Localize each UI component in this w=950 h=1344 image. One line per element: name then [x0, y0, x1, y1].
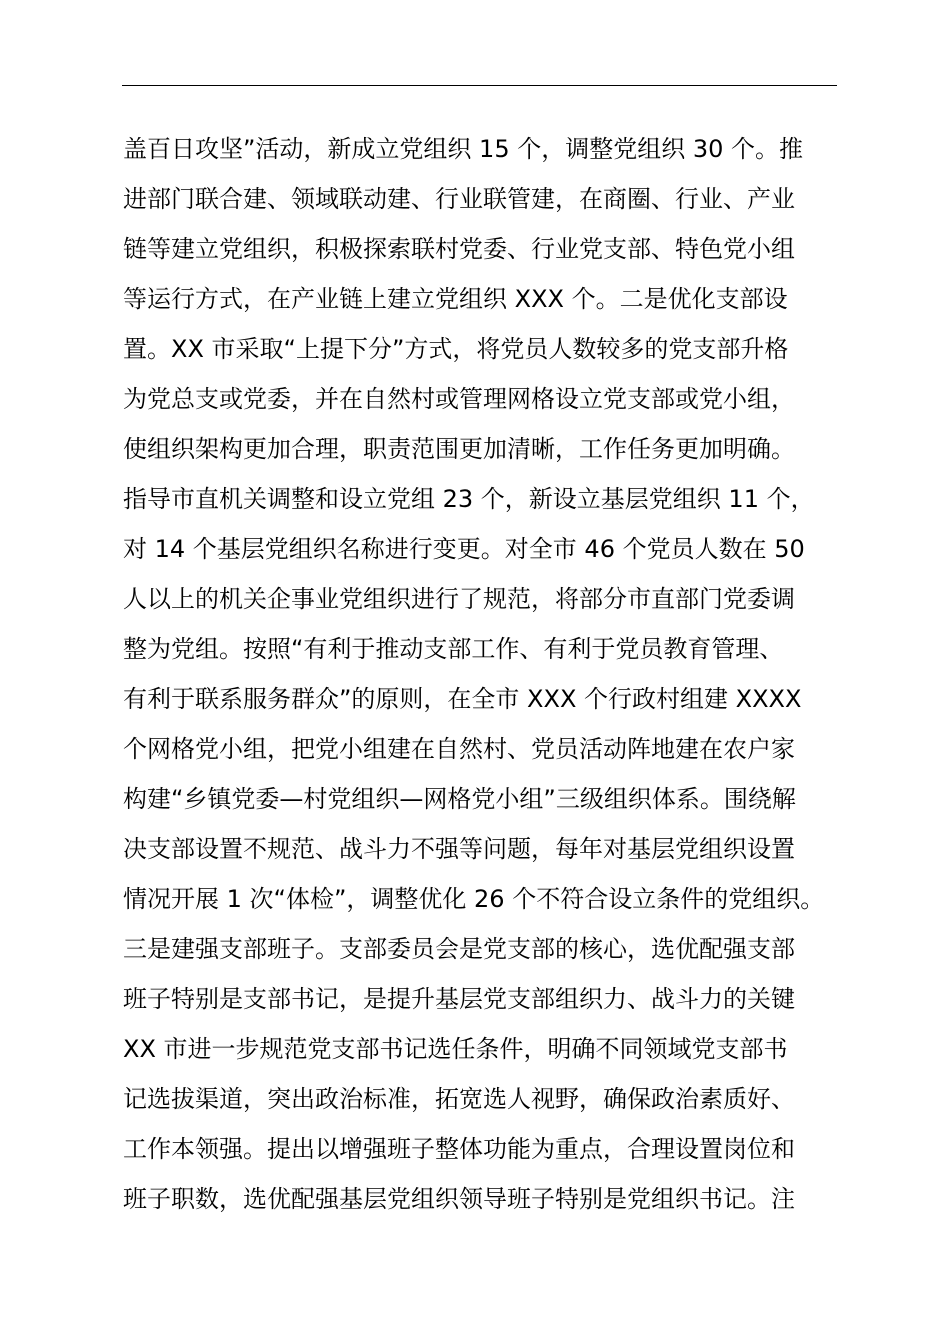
text-line: 个网格党小组，把党小组建在自然村、党员活动阵地建在农户家 [123, 735, 795, 763]
text-line: 盖百日攻坚”活动，新成立党组织 15 个，调整党组织 30 个。推 [123, 135, 804, 163]
text-line: 对 14 个基层党组织名称进行变更。对全市 46 个党员人数在 50 [123, 535, 805, 563]
text-line: 工作本领强。提出以增强班子整体功能为重点，合理设置岗位和 [123, 1135, 795, 1163]
text-line: 班子特别是支部书记，是提升基层党支部组织力、战斗力的关键 [123, 985, 795, 1013]
text-line: 人以上的机关企事业党组织进行了规范，将部分市直部门党委调 [123, 585, 795, 613]
header-rule [122, 85, 837, 86]
text-line: 链等建立党组织，积极探索联村党委、行业党支部、特色党小组 [123, 235, 795, 263]
text-line: 为党总支或党委，并在自然村或管理网格设立党支部或党小组， [123, 385, 795, 413]
text-line: 指导市直机关调整和设立党组 23 个，新设立基层党组织 11 个， [123, 485, 815, 513]
text-line: 构建“乡镇党委—村党组织—网格党小组”三级组织体系。围绕解 [123, 785, 796, 813]
text-line: XX 市进一步规范党支部书记选任条件，明确不同领域党支部书 [123, 1035, 788, 1063]
text-line: 决支部设置不规范、战斗力不强等问题，每年对基层党组织设置 [123, 835, 795, 863]
text-line: 有利于联系服务群众”的原则，在全市 XXX 个行政村组建 XXXX [123, 685, 802, 713]
body-paragraph [123, 124, 903, 1224]
text-line: 整为党组。按照“有利于推动支部工作、有利于党员教育管理、 [123, 635, 784, 663]
text-line: 情况开展 1 次“体检”，调整优化 26 个不符合设立条件的党组织。 [123, 885, 825, 913]
text-line: 班子职数，选优配强基层党组织领导班子特别是党组织书记。注 [123, 1185, 795, 1213]
text-line: 三是建强支部班子。支部委员会是党支部的核心，选优配强支部 [123, 935, 795, 963]
text-line: 置。XX 市采取“上提下分”方式，将党员人数较多的党支部升格 [123, 335, 789, 363]
text-line: 等运行方式，在产业链上建立党组织 XXX 个。二是优化支部设 [123, 285, 788, 313]
text-line: 使组织架构更加合理，职责范围更加清晰，工作任务更加明确。 [123, 435, 795, 463]
text-line: 进部门联合建、领域联动建、行业联管建，在商圈、行业、产业 [123, 185, 795, 213]
text-line: 记选拔渠道，突出政治标准，拓宽选人视野，确保政治素质好、 [123, 1085, 795, 1113]
